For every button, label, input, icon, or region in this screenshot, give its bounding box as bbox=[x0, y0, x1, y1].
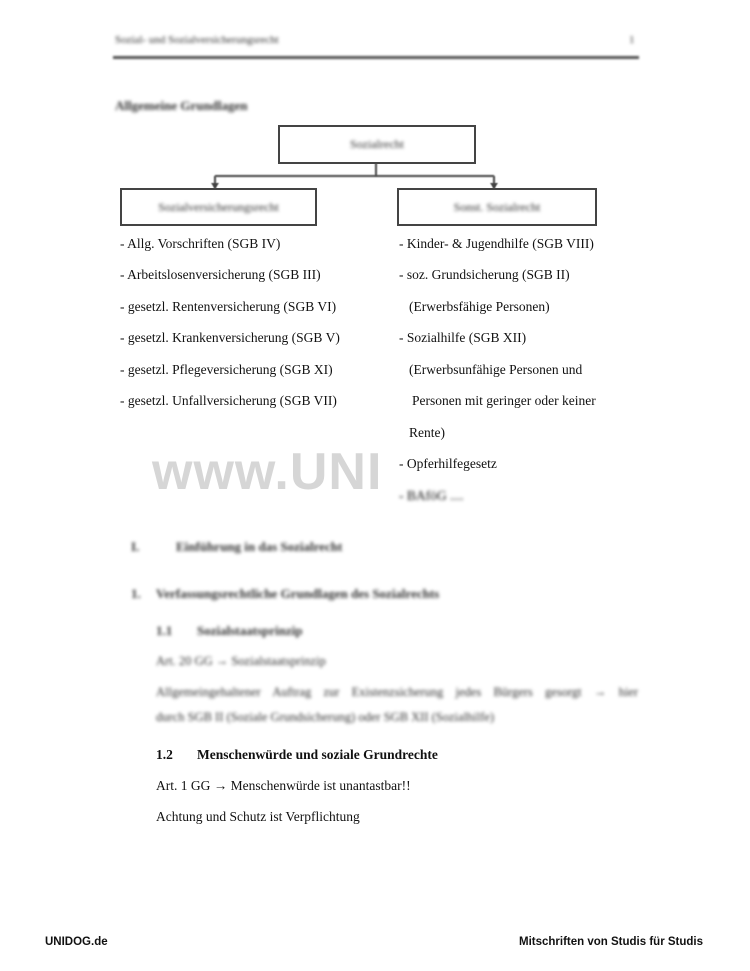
subsection-1-1-number: 1.1 bbox=[156, 623, 173, 638]
paragraph-line: Achtung und Schutz ist Verpflichtung bbox=[156, 809, 360, 824]
outline-roman-title: Einführung in das Sozialrecht bbox=[176, 539, 343, 554]
right-list-item: - Opferhilfegesetz bbox=[399, 456, 497, 471]
left-list-item: - gesetzl. Pflegeversicherung (SGB XI) bbox=[120, 362, 333, 377]
page-number: 1 bbox=[629, 34, 635, 46]
left-list-item: - gesetzl. Rentenversicherung (SGB VI) bbox=[120, 299, 337, 314]
left-list-item: - gesetzl. Unfallversicherung (SGB VII) bbox=[120, 393, 337, 408]
diagram-box-left bbox=[120, 188, 317, 226]
diagram-box-right-label: Sonst. Sozialrecht bbox=[453, 199, 541, 214]
right-list-item: Rente) bbox=[409, 425, 445, 440]
diagram-box-right bbox=[397, 188, 597, 226]
left-list-item: - gesetzl. Krankenversicherung (SGB V) bbox=[120, 330, 340, 345]
section-heading: Allgemeine Grundlagen bbox=[115, 98, 248, 113]
paragraph-line: durch SGB II (Soziale Grundsicherung) oder SGB XII (Sozialhilfe) bbox=[156, 710, 495, 724]
diagram-connectors bbox=[0, 0, 750, 240]
subsection-1-2-number: 1.2 bbox=[156, 747, 173, 762]
left-list-item: - Arbeitslosenversicherung (SGB III) bbox=[120, 267, 321, 282]
watermark: www.UNI bbox=[152, 443, 383, 501]
right-list-item: - soz. Grundsicherung (SGB II) bbox=[399, 267, 570, 282]
footer-tagline: Mitschriften von Studis für Studis bbox=[519, 936, 704, 948]
running-header-title: Sozial- und Sozialversicherungsrecht bbox=[115, 34, 279, 46]
diagram-box-root-label: Sozialrecht bbox=[350, 137, 404, 151]
right-list-item: - Sozialhilfe (SGB XII) bbox=[399, 330, 527, 345]
right-list-item: - Kinder- & Jugendhilfe (SGB VIII) bbox=[399, 236, 594, 251]
right-list-item: (Erwerbsfähige Personen) bbox=[409, 299, 550, 314]
diagram-box-left-label: Sozialversicherungsrecht bbox=[158, 199, 279, 214]
chapter-title: Verfassungsrechtliche Grundlagen des Sozialrechts bbox=[156, 586, 440, 601]
outline-roman-number: I. bbox=[131, 539, 140, 554]
paragraph-line: Art. 1 GG → Menschenwürde ist unantastbar!! bbox=[156, 778, 411, 793]
paragraph-line: Allgemeingehaltener Auftrag zur Existenzsicherung jedes Bürgers gesorgt → hier bbox=[156, 685, 638, 699]
right-list-item: - BAföG .... bbox=[399, 488, 464, 503]
subsection-1-1-title: Sozialstaatsprinzip bbox=[197, 623, 303, 638]
diagram-box-root bbox=[278, 125, 476, 164]
right-list-item: Personen mit geringer oder keiner bbox=[412, 393, 596, 408]
chapter-number: 1. bbox=[131, 586, 141, 601]
paragraph-line: Art. 20 GG → Sozialstaatsprinzip bbox=[156, 654, 326, 668]
right-list-item: (Erwerbsunfähige Personen und bbox=[409, 362, 583, 377]
left-list-item: - Allg. Vorschriften (SGB IV) bbox=[120, 236, 281, 251]
subsection-1-2-title: Menschenwürde und soziale Grundrechte bbox=[197, 747, 438, 762]
footer-brand: UNIDOG.de bbox=[45, 936, 108, 948]
